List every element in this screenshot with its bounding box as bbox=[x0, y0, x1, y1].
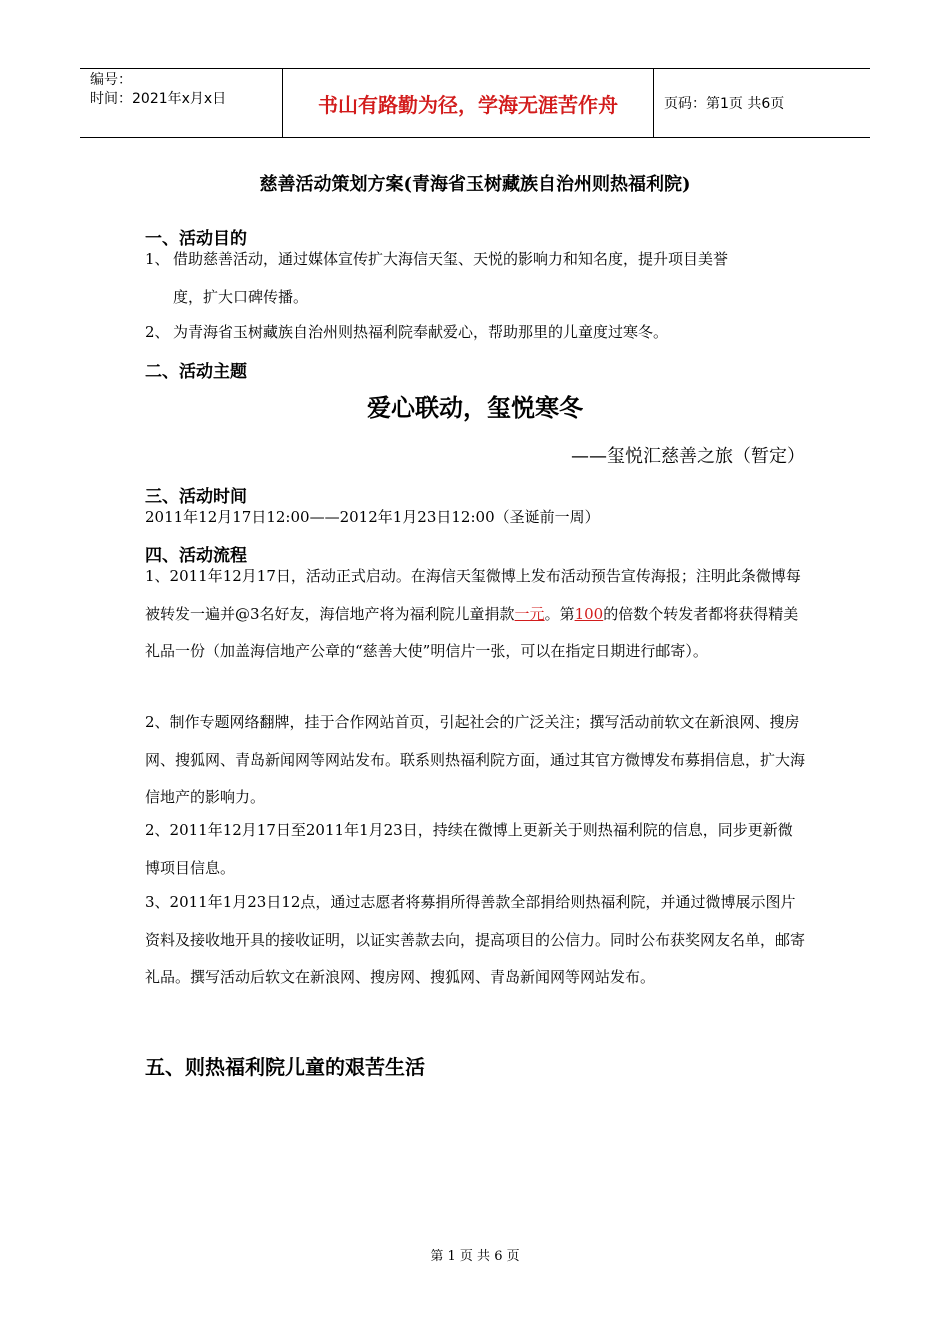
item-1-number: 1、 bbox=[145, 250, 170, 268]
step-1-text-a: 1、2011年12月17日，活动正式启动。在海信天玺微博上发布活动预告宣传海报；注明此条微博每被转发一遍并@3名好友，海信地产将为福利院儿童捐款 bbox=[145, 567, 801, 623]
section-4-heading: 四、活动流程 bbox=[145, 546, 247, 566]
activity-time: 2011年12月17日12:00——2012年1月23日12:00（圣诞前一周） bbox=[145, 508, 600, 526]
header-motto: 书山有路勤为径，学海无涯苦作舟 bbox=[282, 69, 654, 137]
step-1-text-c: 的倍数个转发者都将获得精美礼品一份（加盖海信地产公章的“慈善大使”明信片一张，可以在指定日期进行邮寄）。 bbox=[145, 604, 799, 660]
section-1-item-1 bbox=[145, 240, 807, 278]
document-title: 慈善活动策划方案(青海省玉树藏族自治州则热福利院) bbox=[259, 174, 691, 195]
step-1-multiple: 100 bbox=[574, 604, 604, 623]
section-5-heading: 五、则热福利院儿童的艰苦生活 bbox=[145, 1055, 425, 1079]
section-1-item-2 bbox=[145, 313, 807, 351]
header-page-info: 页码：第1页 共6页 bbox=[664, 96, 785, 112]
activity-subtheme: ——玺悦汇慈善之旅（暂定） bbox=[571, 446, 805, 467]
header-meta bbox=[80, 69, 282, 137]
section-2-heading: 二、活动主题 bbox=[145, 362, 247, 382]
process-step-4: 3、2011年1月23日12点，通过志愿者将募捐所得善款全部捐给则热福利院，并通过微博展示图片资料及接收地开具的接收证明，以证实善款去向，提高项目的公信力。同时公布获奖网友名单，邮寄礼品。撰写活动后软文在新浪网、搜房网、搜狐网、青岛新闻网等网站发布。 bbox=[145, 893, 806, 986]
process-step-3: 2、2011年12月17日至2011年1月23日，持续在微博上更新关于则热福利院的信息，同步更新微博项目信息。 bbox=[145, 821, 793, 877]
item-2-number: 2、 bbox=[145, 323, 170, 341]
section-1-item-1-cont: 度，扩大口碑传播。 bbox=[173, 288, 309, 306]
header-time: 时间：2021年x月x日 bbox=[90, 91, 227, 107]
section-3-heading: 三、活动时间 bbox=[145, 487, 247, 507]
document-header bbox=[80, 68, 870, 138]
item-1-line-1: 借助慈善活动，通过媒体宣传扩大海信天玺、天悦的影响力和知名度，提升项目美誉 bbox=[173, 250, 729, 268]
section-1-heading: 一、活动目的 bbox=[145, 229, 247, 249]
header-number: 编号： bbox=[90, 72, 132, 88]
process-step-2: 2、制作专题网络翻牌，挂于合作网站首页，引起社会的广泛关注；撰写活动前软文在新浪网、搜房网、搜狐网、青岛新闻网等网站发布。联系则热福利院方面，通过其官方微博发布募捐信息，扩大海信地产的影响力。 bbox=[145, 713, 806, 806]
step-1-text-b: 。第 bbox=[544, 604, 575, 623]
page-footer: 第 1 页 共 6 页 bbox=[430, 1249, 520, 1264]
process-step-1 bbox=[145, 558, 807, 671]
activity-theme: 爱心联动，玺悦寒冬 bbox=[367, 394, 583, 422]
item-2-text: 为青海省玉树藏族自治州则热福利院奉献爱心，帮助那里的儿童度过寒冬。 bbox=[173, 323, 669, 341]
step-1-amount: 一元 bbox=[514, 604, 545, 623]
